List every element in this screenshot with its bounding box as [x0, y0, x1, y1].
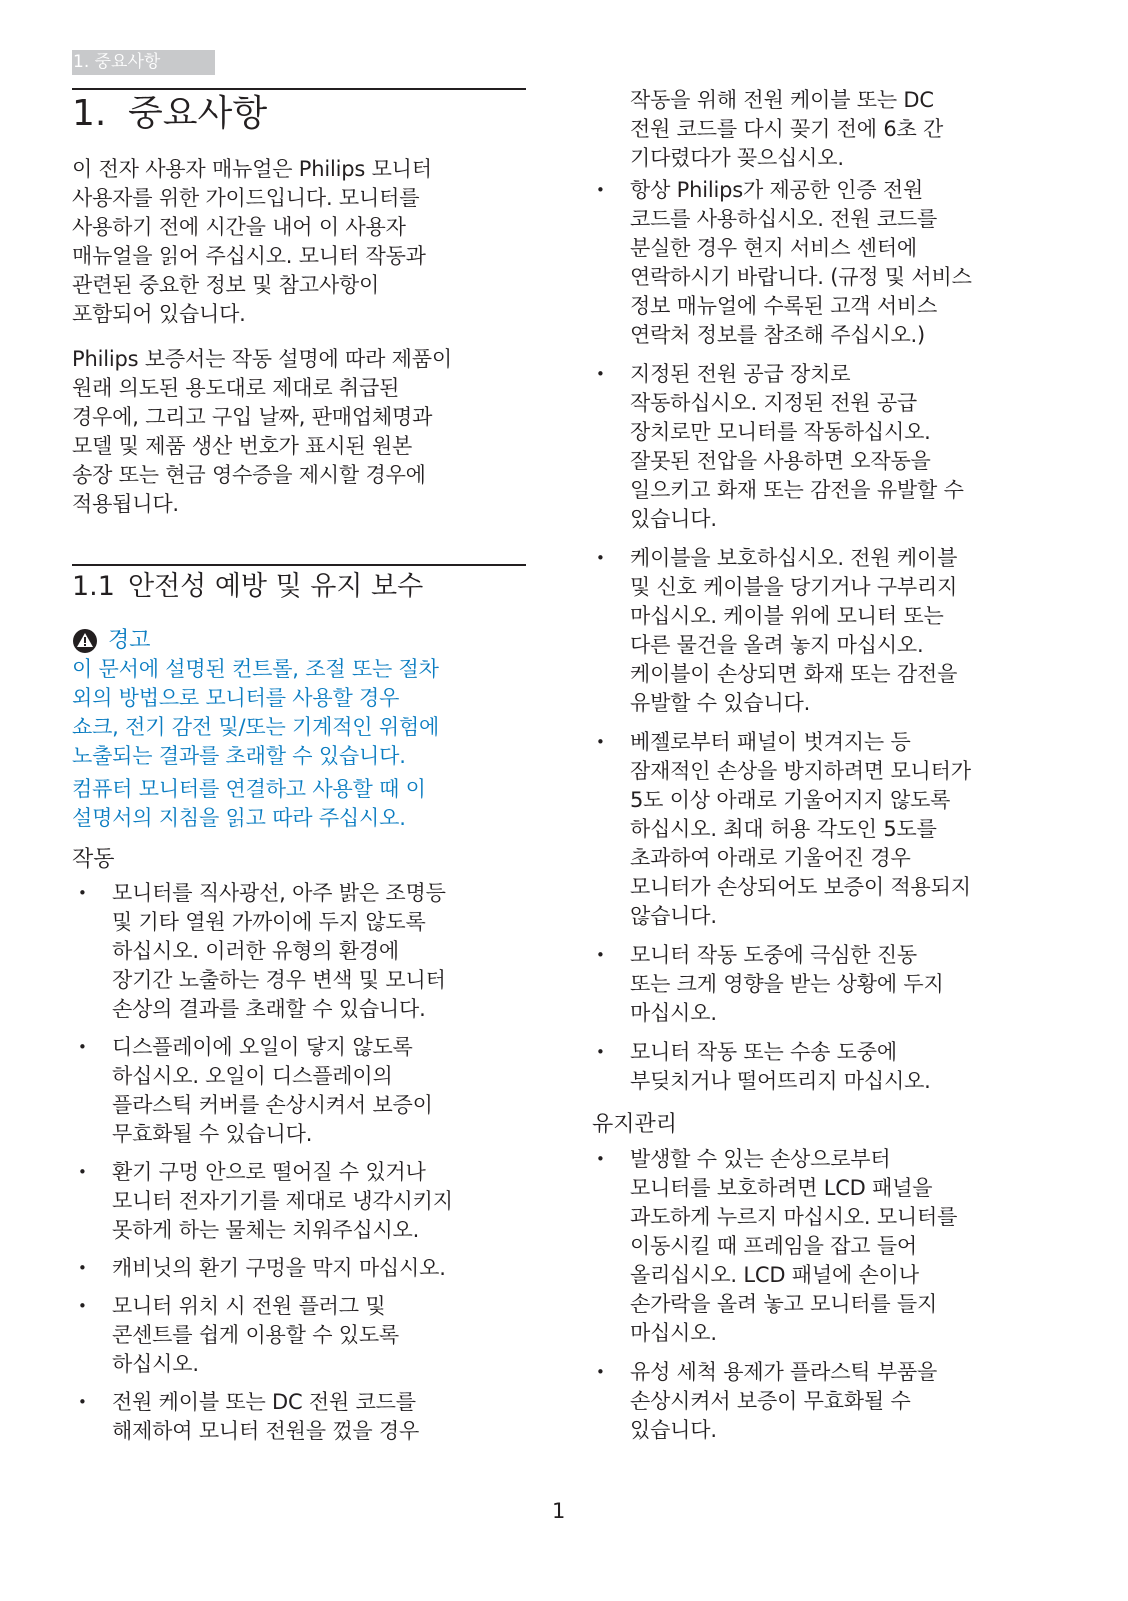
list-item: • 지정된 전원 공급 장치로 작동하십시오. 지정된 전원 공급 장치로만 모니터를 작동하십시오. 잘못된 전압을 사용하면 오작동을 일으키고 화재 또는 감전을 유발할 수 있습니다.: [630, 360, 1050, 534]
list-item: • 모니터를 직사광선, 아주 밝은 조명등 및 기타 열원 가까이에 두지 않도록 하십시오. 이러한 유형의 환경에 장기간 노출하는 경우 변색 및 모니터 손상의 결과를 초래할 수 있습니다.: [112, 879, 532, 1024]
list-item: • 캐비닛의 환기 구멍을 막지 마십시오.: [112, 1254, 532, 1283]
warning-heading: [72, 626, 151, 656]
section-rule: [72, 564, 526, 566]
list-item: • 케이블을 보호하십시오. 전원 케이블 및 신호 케이블을 당기거나 구부리지 마십시오. 케이블 위에 모니터 또는 다른 물건을 올려 놓지 마십시오. 케이블이 손상되면 화재 또는 감전을 유발할 수 있습니다.: [630, 544, 1050, 718]
list-item: • 유성 세척 용제가 플라스틱 부품을 손상시켜서 보증이 무효화될 수 있습니다.: [630, 1358, 1050, 1445]
list-item: • 모니터 작동 또는 수송 도중에 부딪치거나 떨어뜨리지 마십시오.: [630, 1038, 1050, 1096]
list-item-continuation: 작동을 위해 전원 케이블 또는 DC 전원 코드를 다시 꽂기 전에 6초 간 기다렸다가 꽂으십시오.: [630, 88, 944, 170]
warning-paragraph-2: 컴퓨터 모니터를 연결하고 사용할 때 이 설명서의 지침을 읽고 따라 주십시오.: [72, 777, 426, 830]
operation-list: [112, 879, 532, 1455]
page-title: [72, 92, 267, 136]
list-item: • 전원 케이블 또는 DC 전원 코드를 해제하여 모니터 전원을 껐을 경우: [112, 1388, 532, 1446]
list-item: • 항상 Philips가 제공한 인증 전원 코드를 사용하십시오. 전원 코드를 분실한 경우 현지 서비스 센터에 연락하시기 바랍니다. (규정 및 서비스 정보 매뉴얼에 수록된 고객 서비스 연락처 정보를 참조해 주십시오.): [630, 176, 1050, 350]
warning-icon: [72, 628, 98, 654]
maintenance-list: [630, 1145, 1050, 1455]
list-item: • 모니터 작동 도중에 극심한 진동 또는 크게 영향을 받는 상황에 두지 마십시오.: [630, 941, 1050, 1028]
operation-list-continued: [630, 176, 1050, 1106]
list-item: • 발생할 수 있는 손상으로부터 모니터를 보호하려면 LCD 패널을 과도하게 누르지 마십시오. 모니터를 이동시킬 때 프레임을 잡고 들어 올리십시오. LCD 패널에 손이나 손가락을 올려 놓고 모니터를 들지 마십시오.: [630, 1145, 1050, 1348]
warning-paragraph-1: 이 문서에 설명된 컨트롤, 조절 또는 절차 외의 방법으로 모니터를 사용할 경우 쇼크, 전기 감전 및/또는 기계적인 위험에 노출되는 결과를 초래할 수 있습니다.: [72, 657, 440, 768]
section-title: [72, 570, 423, 604]
list-item: • 디스플레이에 오일이 닿지 않도록 하십시오. 오일이 디스플레이의 플라스틱 커버를 손상시켜서 보증이 무효화될 수 있습니다.: [112, 1033, 532, 1149]
list-item: • 환기 구멍 안으로 떨어질 수 있거나 모니터 전자기기를 제대로 냉각시키지 못하게 하는 물체는 치워주십시오.: [112, 1158, 532, 1245]
list-item: • 모니터 위치 시 전원 플러그 및 콘센트를 쉽게 이용할 수 있도록 하십시오.: [112, 1292, 532, 1379]
section-title-text: 안전성 예방 및 유지 보수: [128, 571, 424, 602]
list-item: • 베젤로부터 패널이 벗겨지는 등 잠재적인 손상을 방지하려면 모니터가 5도 이상 아래로 기울어지지 않도록 하십시오. 최대 허용 각도인 5도를 초과하여 아래로 기울어진 경우 모니터가 손상되어도 보증이 적용되지 않습니다.: [630, 728, 1050, 931]
title-rule: [72, 88, 526, 90]
section-number: 1.1: [72, 571, 115, 602]
chapter-tab: 1. 중요사항: [72, 50, 215, 75]
page-title-number: 1.: [72, 93, 107, 134]
warning-label: 경고: [108, 628, 151, 653]
intro-paragraph-2: Philips 보증서는 작동 설명에 따라 제품이 원래 의도된 용도대로 제대로 취급된 경우에, 그리고 구입 날짜, 판매업체명과 모델 및 제품 생산 번호가 표시된 원본 송장 또는 현금 영수증을 제시할 경우에 적용됩니다.: [72, 347, 452, 516]
intro-paragraph-1: 이 전자 사용자 매뉴얼은 Philips 모니터 사용자를 위한 가이드입니다. 모니터를 사용하기 전에 시간을 내어 이 사용자 매뉴얼을 읽어 주십시오. 모니터 작동과 관련된 중요한 정보 및 참고사항이 포함되어 있습니다.: [72, 157, 432, 326]
maintenance-heading: 유지관리: [592, 1112, 678, 1137]
page-title-text: 중요사항: [128, 93, 268, 134]
operation-heading: 작동: [72, 847, 115, 872]
page-number: 1: [552, 1499, 566, 1523]
